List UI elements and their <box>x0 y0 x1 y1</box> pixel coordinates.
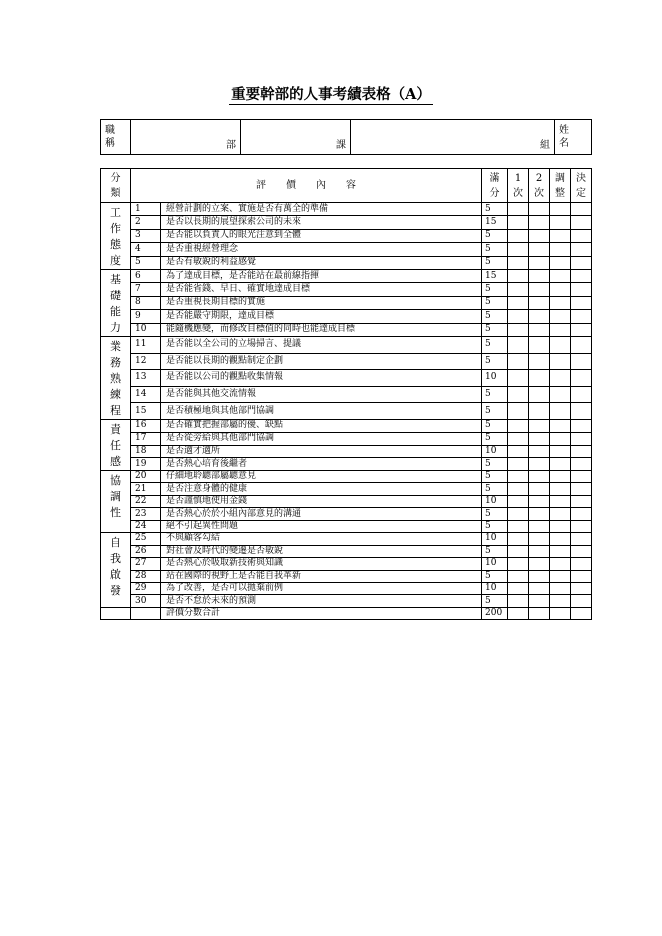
item-full-score: 5 <box>482 545 508 557</box>
adjust-score-cell[interactable] <box>550 270 571 283</box>
first-total-cell[interactable] <box>508 607 529 619</box>
first-score-cell[interactable] <box>508 310 529 323</box>
second-score-cell[interactable] <box>529 370 550 387</box>
item-full-score: 5 <box>482 283 508 296</box>
item-full-score: 10 <box>482 495 508 507</box>
first-score-cell[interactable] <box>508 458 529 471</box>
item-text: 是否熱心培育後繼者 <box>161 458 482 471</box>
adjust-score-cell[interactable] <box>550 283 571 296</box>
item-number: 21 <box>131 483 161 495</box>
second-score-cell[interactable] <box>529 229 550 242</box>
adjust-score-cell[interactable] <box>550 545 571 557</box>
adjust-score-cell[interactable] <box>550 386 571 403</box>
category-cell: 業 務 熟 練 程 <box>101 337 131 420</box>
second-score-cell[interactable] <box>529 256 550 269</box>
second-score-cell[interactable] <box>529 545 550 557</box>
item-text: 是否謹慎地使用金錢 <box>161 495 482 507</box>
item-full-score: 10 <box>482 370 508 387</box>
header-category: 分 類 <box>101 169 131 203</box>
name-field[interactable] <box>555 120 592 155</box>
item-full-score: 5 <box>482 403 508 420</box>
item-text: 仔細地聆聽部屬聽意見 <box>161 471 482 483</box>
decision-score-cell[interactable] <box>571 370 592 387</box>
decision-score-cell[interactable] <box>571 386 592 403</box>
first-score-cell[interactable] <box>508 558 529 570</box>
adjust-score-cell[interactable] <box>550 256 571 269</box>
second-score-cell[interactable] <box>529 310 550 323</box>
item-full-score: 5 <box>482 323 508 336</box>
item-text: 是否能以負責人的眼光注意到全體 <box>161 229 482 242</box>
adjust-score-cell[interactable] <box>550 323 571 336</box>
item-text: 是否能以長期的觀點制定企劃 <box>161 353 482 370</box>
item-number: 6 <box>131 270 161 283</box>
table-row <box>101 296 592 309</box>
item-full-score: 5 <box>482 570 508 582</box>
second-score-cell[interactable] <box>529 458 550 471</box>
item-full-score: 5 <box>482 458 508 471</box>
item-full-score: 5 <box>482 310 508 323</box>
table-row <box>101 283 592 296</box>
item-number: 17 <box>131 432 161 445</box>
first-score-cell[interactable] <box>508 582 529 594</box>
page-title <box>0 86 662 104</box>
item-number: 15 <box>131 403 161 420</box>
item-text: 是否能省錢、早日、確實地達成目標 <box>161 283 482 296</box>
decision-score-cell[interactable] <box>571 483 592 495</box>
total-label: 評價分數合計 <box>161 607 482 619</box>
first-score-cell[interactable] <box>508 483 529 495</box>
item-number: 27 <box>131 558 161 570</box>
category-cell: 自 我 啟 發 <box>101 533 131 608</box>
item-text: 是否確實把握部屬的優、缺點 <box>161 420 482 433</box>
first-score-cell[interactable] <box>508 270 529 283</box>
table-row <box>101 495 592 507</box>
table-row <box>101 483 592 495</box>
item-text: 是否能以全公司的立場掃言、提議 <box>161 337 482 354</box>
item-full-score: 5 <box>482 420 508 433</box>
item-full-score: 10 <box>482 582 508 594</box>
adjust-score-cell[interactable] <box>550 558 571 570</box>
decision-score-cell[interactable] <box>571 203 592 216</box>
decision-score-cell[interactable] <box>571 403 592 420</box>
table-row <box>101 595 592 607</box>
table-row <box>101 508 592 520</box>
item-full-score: 5 <box>482 337 508 354</box>
item-number: 3 <box>131 229 161 242</box>
category-cell: 工 作 態 度 <box>101 203 131 270</box>
second-score-cell[interactable] <box>529 432 550 445</box>
adjust-score-cell[interactable] <box>550 471 571 483</box>
adjust-total-cell[interactable] <box>550 607 571 619</box>
decision-score-cell[interactable] <box>571 420 592 433</box>
item-text: 是否熱心於於小組內部意見的溝通 <box>161 508 482 520</box>
item-full-score: 5 <box>482 508 508 520</box>
decision-score-cell[interactable] <box>571 545 592 557</box>
adjust-score-cell[interactable] <box>550 420 571 433</box>
decision-score-cell[interactable] <box>571 570 592 582</box>
item-number: 29 <box>131 582 161 594</box>
second-score-cell[interactable] <box>529 508 550 520</box>
decision-score-cell[interactable] <box>571 495 592 507</box>
evaluation-table <box>100 168 592 620</box>
table-row <box>101 570 592 582</box>
total-row <box>101 607 592 619</box>
item-number: 16 <box>131 420 161 433</box>
first-score-cell[interactable] <box>508 243 529 256</box>
adjust-score-cell[interactable] <box>550 370 571 387</box>
item-number: 4 <box>131 243 161 256</box>
table-header-row <box>101 169 592 203</box>
item-number: 23 <box>131 508 161 520</box>
item-text: 是否從旁給與其他部門協調 <box>161 432 482 445</box>
item-full-score: 5 <box>482 243 508 256</box>
header-full-score: 滿 分 <box>482 169 508 203</box>
decision-score-cell[interactable] <box>571 296 592 309</box>
second-score-cell[interactable] <box>529 558 550 570</box>
first-score-cell[interactable] <box>508 283 529 296</box>
item-text: 是否不怠於未來的預測 <box>161 595 482 607</box>
second-score-cell[interactable] <box>529 483 550 495</box>
decision-score-cell[interactable] <box>571 520 592 532</box>
adjust-score-cell[interactable] <box>550 432 571 445</box>
first-score-cell[interactable] <box>508 203 529 216</box>
item-full-score: 5 <box>482 203 508 216</box>
category-cell: 責 任 感 <box>101 420 131 471</box>
item-number: 9 <box>131 310 161 323</box>
item-full-score: 10 <box>482 445 508 458</box>
item-text: 經營計劃的立案、實施是否有萬全的準備 <box>161 203 482 216</box>
table-row <box>101 582 592 594</box>
item-number: 25 <box>131 533 161 545</box>
position-label-text: 職 稱 <box>105 125 115 149</box>
adjust-score-cell[interactable] <box>550 229 571 242</box>
adjust-score-cell[interactable] <box>550 595 571 607</box>
table-row <box>101 270 592 283</box>
adjust-score-cell[interactable] <box>550 458 571 471</box>
item-text: 是否以長期的展望探索公司的未來 <box>161 216 482 229</box>
second-score-cell[interactable] <box>529 520 550 532</box>
item-full-score: 5 <box>482 483 508 495</box>
header-content: 評 價 內 容 <box>131 169 482 203</box>
adjust-score-cell[interactable] <box>550 203 571 216</box>
item-text: 絕不引起異性問題 <box>161 520 482 532</box>
item-full-score: 5 <box>482 432 508 445</box>
total-number-cell <box>131 607 161 619</box>
adjust-score-cell[interactable] <box>550 533 571 545</box>
decision-score-cell[interactable] <box>571 558 592 570</box>
table-row <box>101 323 592 336</box>
table-row <box>101 386 592 403</box>
table-row <box>101 203 592 216</box>
name-label-text: 姓 名 <box>559 125 569 149</box>
item-full-score: 5 <box>482 471 508 483</box>
decision-score-cell[interactable] <box>571 270 592 283</box>
adjust-score-cell[interactable] <box>550 216 571 229</box>
item-text: 是否適才適所 <box>161 445 482 458</box>
first-score-cell[interactable] <box>508 420 529 433</box>
second-score-cell[interactable] <box>529 445 550 458</box>
adjust-score-cell[interactable] <box>550 310 571 323</box>
item-text: 站在國際的視野上是否能自我革新 <box>161 570 482 582</box>
second-score-cell[interactable] <box>529 216 550 229</box>
first-score-cell[interactable] <box>508 595 529 607</box>
item-number: 13 <box>131 370 161 387</box>
decision-score-cell[interactable] <box>571 353 592 370</box>
item-full-score: 5 <box>482 520 508 532</box>
item-text: 為了改善，是否可以拋棄前例 <box>161 582 482 594</box>
item-number: 10 <box>131 323 161 336</box>
item-number: 7 <box>131 283 161 296</box>
second-score-cell[interactable] <box>529 471 550 483</box>
first-score-cell[interactable] <box>508 495 529 507</box>
table-row <box>101 471 592 483</box>
position-label <box>101 120 131 155</box>
adjust-score-cell[interactable] <box>550 296 571 309</box>
second-score-cell[interactable] <box>529 386 550 403</box>
item-text: 為了達成目標，是否能站在最前線指揮 <box>161 270 482 283</box>
adjust-score-cell[interactable] <box>550 495 571 507</box>
header-second: 2 次 <box>529 169 550 203</box>
decision-score-cell[interactable] <box>571 508 592 520</box>
decision-score-cell[interactable] <box>571 310 592 323</box>
item-full-score: 5 <box>482 595 508 607</box>
decision-score-cell[interactable] <box>571 323 592 336</box>
item-text: 是否能與其他交流情報 <box>161 386 482 403</box>
first-score-cell[interactable] <box>508 370 529 387</box>
item-number: 22 <box>131 495 161 507</box>
first-score-cell[interactable] <box>508 508 529 520</box>
first-score-cell[interactable] <box>508 296 529 309</box>
first-score-cell[interactable] <box>508 323 529 336</box>
second-score-cell[interactable] <box>529 582 550 594</box>
item-full-score: 15 <box>482 270 508 283</box>
item-number: 26 <box>131 545 161 557</box>
employee-info-table <box>100 119 592 155</box>
decision-score-cell[interactable] <box>571 243 592 256</box>
item-number: 8 <box>131 296 161 309</box>
first-score-cell[interactable] <box>508 229 529 242</box>
second-score-cell[interactable] <box>529 570 550 582</box>
page-title-text: 重要幹部的人事考績表格（A） <box>231 86 431 103</box>
decision-score-cell[interactable] <box>571 458 592 471</box>
decision-score-cell[interactable] <box>571 216 592 229</box>
item-full-score: 10 <box>482 558 508 570</box>
first-score-cell[interactable] <box>508 533 529 545</box>
first-score-cell[interactable] <box>508 445 529 458</box>
decision-total-cell[interactable] <box>571 607 592 619</box>
adjust-score-cell[interactable] <box>550 403 571 420</box>
item-number: 5 <box>131 256 161 269</box>
second-score-cell[interactable] <box>529 353 550 370</box>
category-cell: 協 調 性 <box>101 471 131 533</box>
table-row <box>101 420 592 433</box>
adjust-score-cell[interactable] <box>550 445 571 458</box>
category-cell: 基 礎 能 力 <box>101 270 131 337</box>
item-number: 30 <box>131 595 161 607</box>
adjust-score-cell[interactable] <box>550 353 571 370</box>
first-score-cell[interactable] <box>508 432 529 445</box>
item-full-score: 10 <box>482 533 508 545</box>
item-number: 1 <box>131 203 161 216</box>
table-row <box>101 545 592 557</box>
total-category-cell <box>101 607 131 619</box>
second-score-cell[interactable] <box>529 495 550 507</box>
item-number: 11 <box>131 337 161 354</box>
item-full-score: 5 <box>482 256 508 269</box>
first-score-cell[interactable] <box>508 386 529 403</box>
table-row <box>101 243 592 256</box>
item-number: 20 <box>131 471 161 483</box>
total-full-score: 200 <box>482 607 508 619</box>
table-row <box>101 370 592 387</box>
adjust-score-cell[interactable] <box>550 483 571 495</box>
item-full-score: 5 <box>482 353 508 370</box>
second-score-cell[interactable] <box>529 270 550 283</box>
second-score-cell[interactable] <box>529 323 550 336</box>
adjust-score-cell[interactable] <box>550 582 571 594</box>
table-row <box>101 403 592 420</box>
item-text: 是否積極地與其他部門協調 <box>161 403 482 420</box>
item-text: 是否重視長期目標的實施 <box>161 296 482 309</box>
table-row <box>101 256 592 269</box>
table-row <box>101 458 592 471</box>
item-number: 14 <box>131 386 161 403</box>
decision-score-cell[interactable] <box>571 582 592 594</box>
header-adjust: 調 整 <box>550 169 571 203</box>
decision-score-cell[interactable] <box>571 337 592 354</box>
second-score-cell[interactable] <box>529 595 550 607</box>
adjust-score-cell[interactable] <box>550 520 571 532</box>
second-score-cell[interactable] <box>529 533 550 545</box>
header-first: 1 次 <box>508 169 529 203</box>
section-field[interactable]: 課 <box>241 120 351 155</box>
item-text: 能隨機應變，而修改目標值的同時也能達成目標 <box>161 323 482 336</box>
second-score-cell[interactable] <box>529 403 550 420</box>
table-row <box>101 558 592 570</box>
item-number: 24 <box>131 520 161 532</box>
table-row <box>101 216 592 229</box>
item-text: 是否重視經營理念 <box>161 243 482 256</box>
decision-score-cell[interactable] <box>571 432 592 445</box>
decision-score-cell[interactable] <box>571 471 592 483</box>
adjust-score-cell[interactable] <box>550 508 571 520</box>
second-score-cell[interactable] <box>529 296 550 309</box>
first-score-cell[interactable] <box>508 570 529 582</box>
decision-score-cell[interactable] <box>571 283 592 296</box>
table-row <box>101 520 592 532</box>
header-decision: 決 定 <box>571 169 592 203</box>
item-text: 是否熱心於吸取新技術與知識 <box>161 558 482 570</box>
item-text: 對社會及時代的變遷是否敏銳 <box>161 545 482 557</box>
item-text: 是否能嚴守期限，達成目標 <box>161 310 482 323</box>
second-score-cell[interactable] <box>529 203 550 216</box>
table-row <box>101 353 592 370</box>
decision-score-cell[interactable] <box>571 445 592 458</box>
first-score-cell[interactable] <box>508 545 529 557</box>
group-field[interactable]: 組 <box>351 120 555 155</box>
first-score-cell[interactable] <box>508 471 529 483</box>
item-text: 不與顧客勾結 <box>161 533 482 545</box>
item-number: 12 <box>131 353 161 370</box>
department-field[interactable]: 部 <box>131 120 241 155</box>
item-number: 28 <box>131 570 161 582</box>
table-row <box>101 432 592 445</box>
adjust-score-cell[interactable] <box>550 570 571 582</box>
item-full-score: 15 <box>482 216 508 229</box>
table-row <box>101 310 592 323</box>
item-full-score: 5 <box>482 296 508 309</box>
second-score-cell[interactable] <box>529 337 550 354</box>
first-score-cell[interactable] <box>508 256 529 269</box>
adjust-score-cell[interactable] <box>550 337 571 354</box>
decision-score-cell[interactable] <box>571 256 592 269</box>
table-row <box>101 445 592 458</box>
decision-score-cell[interactable] <box>571 533 592 545</box>
item-number: 19 <box>131 458 161 471</box>
item-text: 是否能以公司的觀點收集情報 <box>161 370 482 387</box>
first-score-cell[interactable] <box>508 403 529 420</box>
item-text: 是否注意身體的健康 <box>161 483 482 495</box>
item-full-score: 5 <box>482 386 508 403</box>
second-score-cell[interactable] <box>529 283 550 296</box>
item-full-score: 5 <box>482 229 508 242</box>
table-row <box>101 229 592 242</box>
adjust-score-cell[interactable] <box>550 243 571 256</box>
first-score-cell[interactable] <box>508 353 529 370</box>
second-total-cell[interactable] <box>529 607 550 619</box>
first-score-cell[interactable] <box>508 337 529 354</box>
table-row <box>101 533 592 545</box>
item-text: 是否有敏銳的利益感覺 <box>161 256 482 269</box>
table-row <box>101 337 592 354</box>
first-score-cell[interactable] <box>508 216 529 229</box>
second-score-cell[interactable] <box>529 420 550 433</box>
decision-score-cell[interactable] <box>571 595 592 607</box>
item-number: 2 <box>131 216 161 229</box>
decision-score-cell[interactable] <box>571 229 592 242</box>
item-number: 18 <box>131 445 161 458</box>
second-score-cell[interactable] <box>529 243 550 256</box>
first-score-cell[interactable] <box>508 520 529 532</box>
